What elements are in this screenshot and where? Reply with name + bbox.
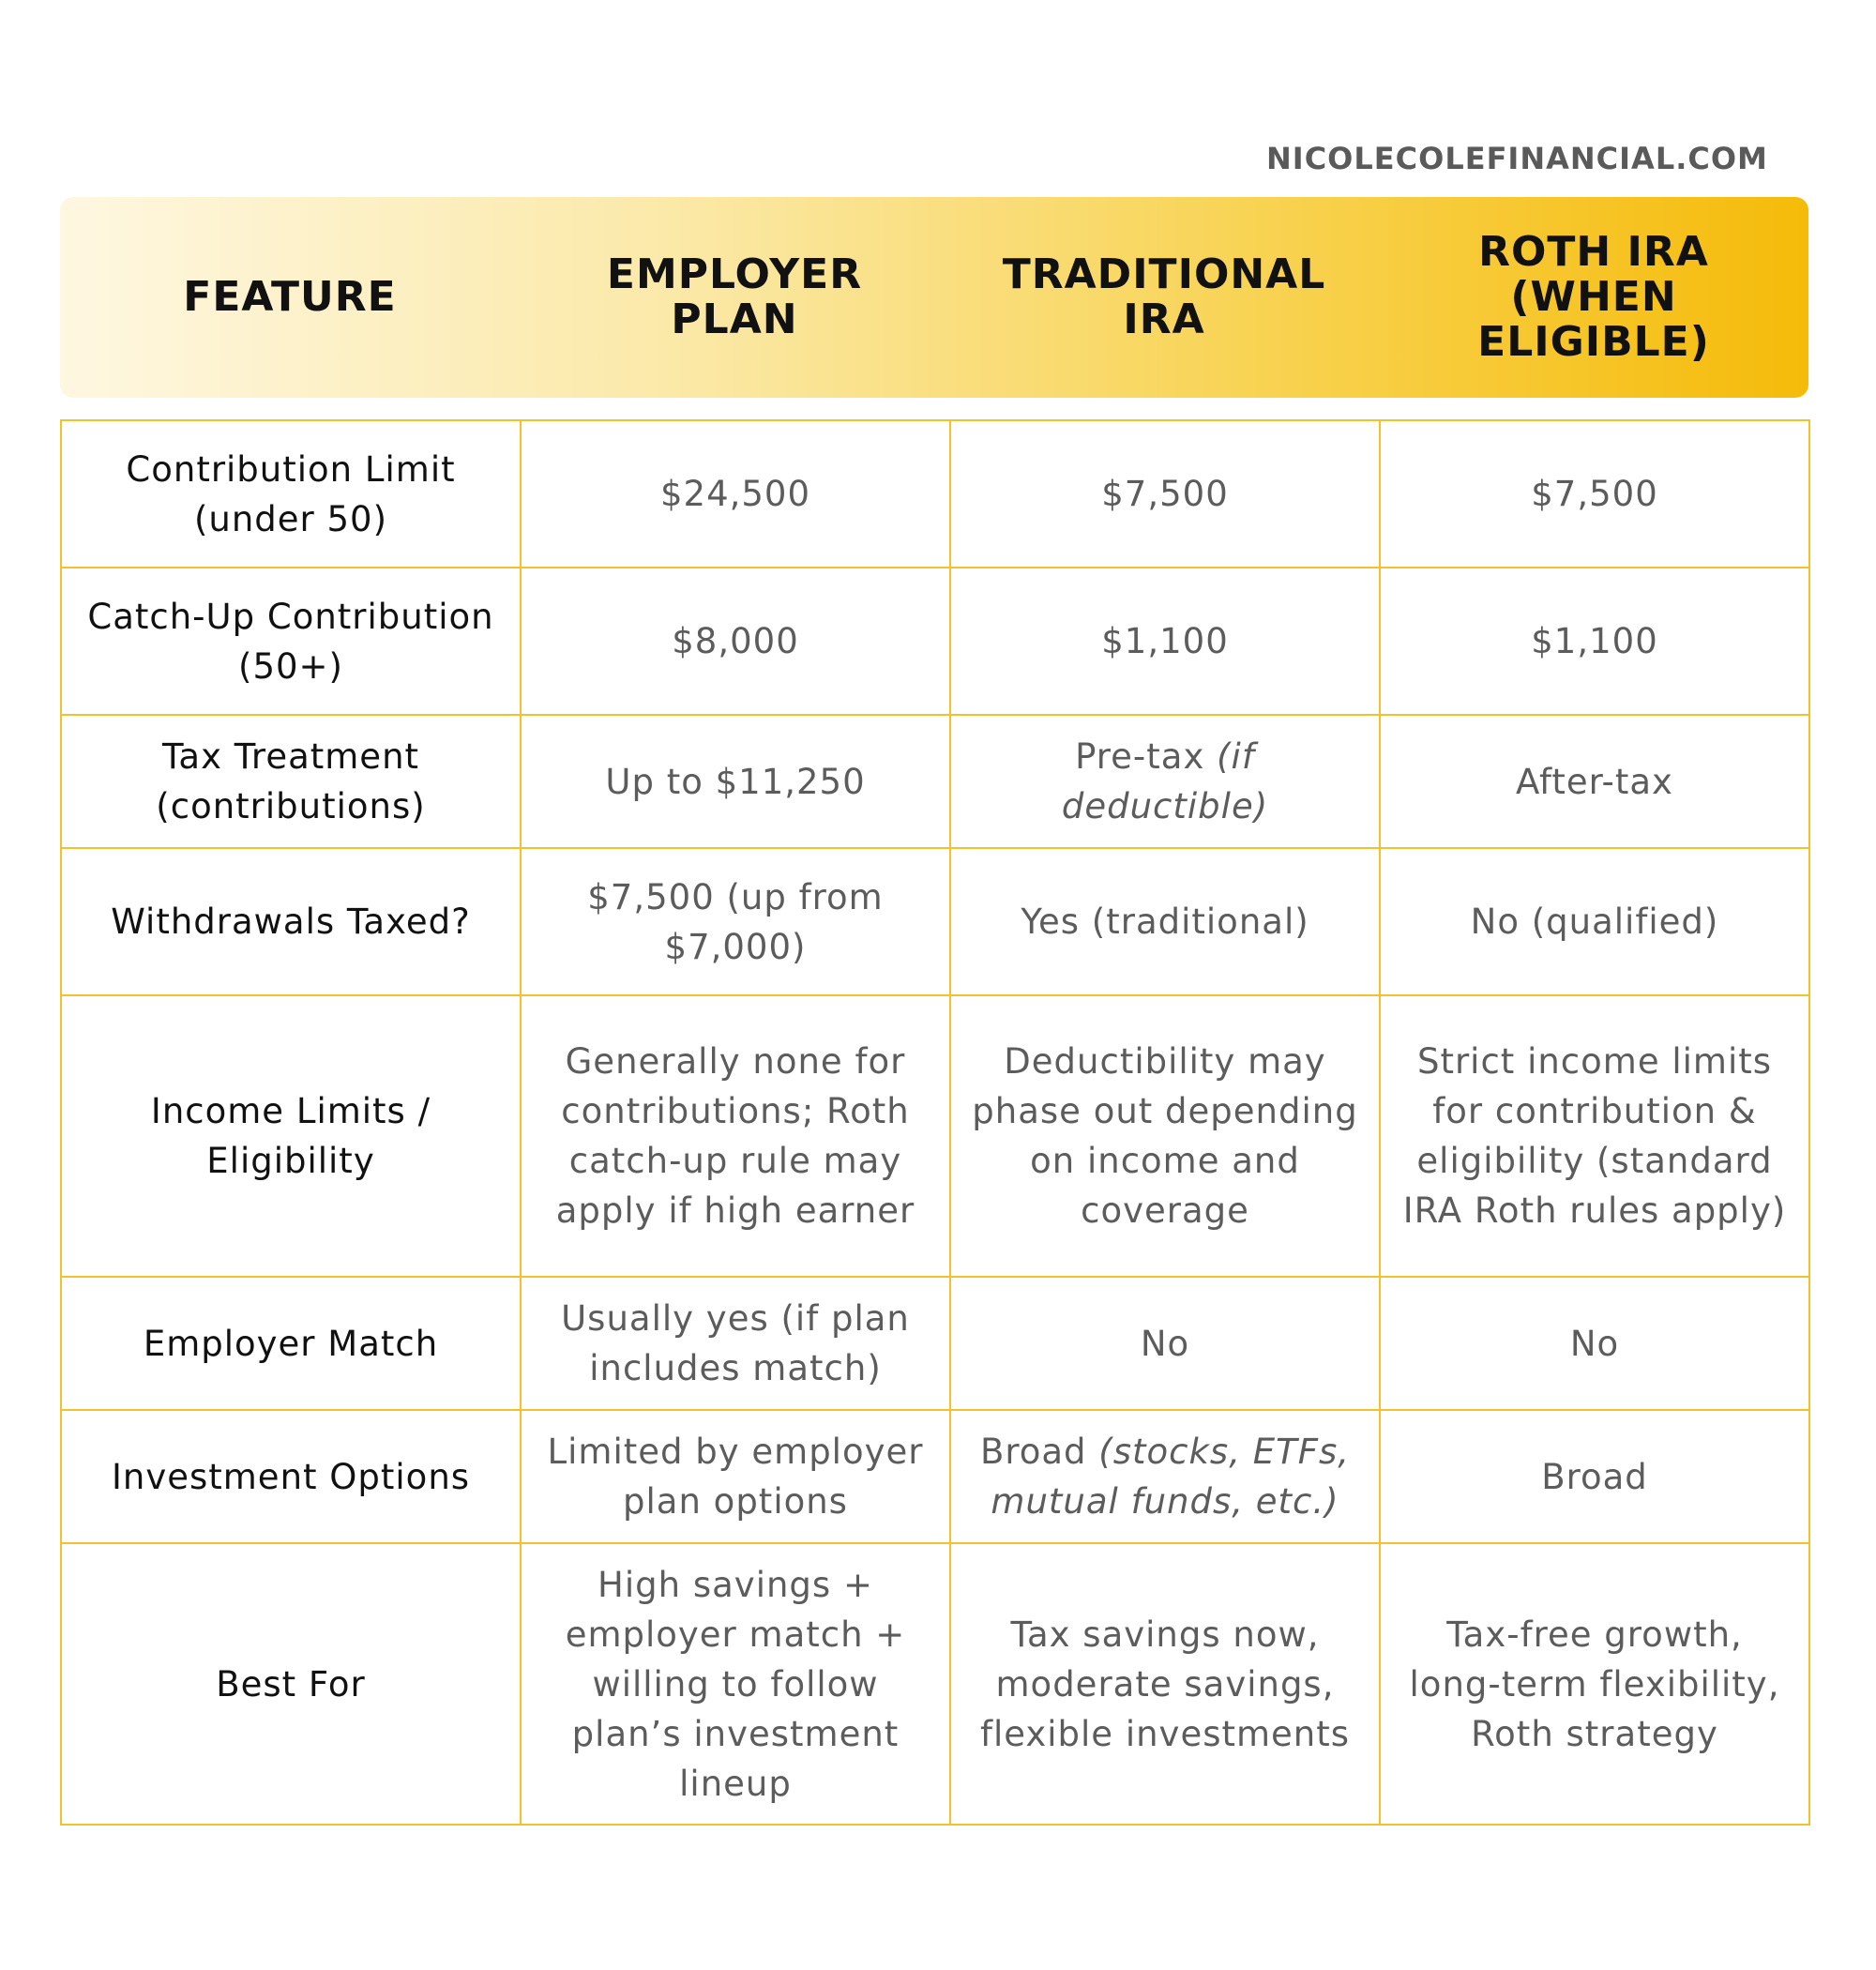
comparison-table bbox=[60, 419, 1810, 1826]
table-row bbox=[61, 568, 1809, 715]
employer-cell: Limited by employer plan options bbox=[521, 1410, 950, 1543]
traditional-note: (if deductible) bbox=[1061, 736, 1269, 826]
header-feature: FEATURE bbox=[183, 273, 397, 321]
table-row bbox=[61, 715, 1809, 848]
traditional-cell bbox=[950, 715, 1380, 848]
header-employer-plan: EMPLOYER PLAN bbox=[606, 250, 863, 343]
traditional-cell: $1,100 bbox=[950, 568, 1380, 715]
table-row bbox=[61, 1543, 1809, 1825]
feature-cell: Catch-Up Contribution (50+) bbox=[61, 568, 521, 715]
table-header bbox=[60, 197, 1808, 398]
feature-cell: Tax Treatment (contributions) bbox=[61, 715, 521, 848]
header-roth-ira: ROTH IRA (WHEN ELIGIBLE) bbox=[1477, 228, 1710, 366]
traditional-note: (stocks, ETFs, mutual funds, etc.) bbox=[991, 1432, 1351, 1522]
roth-cell: $7,500 bbox=[1380, 420, 1809, 568]
header-traditional-ira: TRADITIONAL IRA bbox=[1002, 250, 1326, 343]
table-row bbox=[61, 848, 1809, 995]
feature-cell: Contribution Limit (under 50) bbox=[61, 420, 521, 568]
employer-cell: Up to $11,250 bbox=[521, 715, 950, 848]
traditional-cell: No bbox=[950, 1277, 1380, 1410]
feature-cell: Income Limits / Eligibility bbox=[61, 995, 521, 1277]
roth-cell: No (qualified) bbox=[1380, 848, 1809, 995]
traditional-text: Pre-tax bbox=[1075, 736, 1218, 777]
roth-cell: Broad bbox=[1380, 1410, 1809, 1543]
roth-cell: Tax-free growth, long-term flexibility, Roth strategy bbox=[1380, 1543, 1809, 1825]
roth-cell: After-tax bbox=[1380, 715, 1809, 848]
table-row bbox=[61, 995, 1809, 1277]
roth-cell: $1,100 bbox=[1380, 568, 1809, 715]
traditional-cell bbox=[950, 1410, 1380, 1543]
employer-cell: Usually yes (if plan includes match) bbox=[521, 1277, 950, 1410]
feature-cell: Best For bbox=[61, 1543, 521, 1825]
traditional-cell: Tax savings now, moderate savings, flexible investments bbox=[950, 1543, 1380, 1825]
employer-cell: High savings + employer match + willing to follow plan’s investment lineup bbox=[521, 1543, 950, 1825]
site-url: NICOLECOLEFINANCIAL.COM bbox=[1266, 141, 1768, 176]
employer-cell: $7,500 (up from $7,000) bbox=[521, 848, 950, 995]
feature-cell: Employer Match bbox=[61, 1277, 521, 1410]
table-row bbox=[61, 1277, 1809, 1410]
roth-cell: No bbox=[1380, 1277, 1809, 1410]
employer-cell: Generally none for contributions; Roth catch-up rule may apply if high earner bbox=[521, 995, 950, 1277]
traditional-text: Broad bbox=[979, 1432, 1099, 1472]
roth-cell: Strict income limits for contribution & eligibility (standard IRA Roth rules apply) bbox=[1380, 995, 1809, 1277]
traditional-cell: Yes (traditional) bbox=[950, 848, 1380, 995]
employer-cell: $24,500 bbox=[521, 420, 950, 568]
traditional-cell: Deductibility may phase out depending on income and coverage bbox=[950, 995, 1380, 1277]
table-row bbox=[61, 1410, 1809, 1543]
feature-cell: Withdrawals Taxed? bbox=[61, 848, 521, 995]
employer-cell: $8,000 bbox=[521, 568, 950, 715]
feature-cell: Investment Options bbox=[61, 1410, 521, 1543]
traditional-cell: $7,500 bbox=[950, 420, 1380, 568]
table-row bbox=[61, 420, 1809, 568]
